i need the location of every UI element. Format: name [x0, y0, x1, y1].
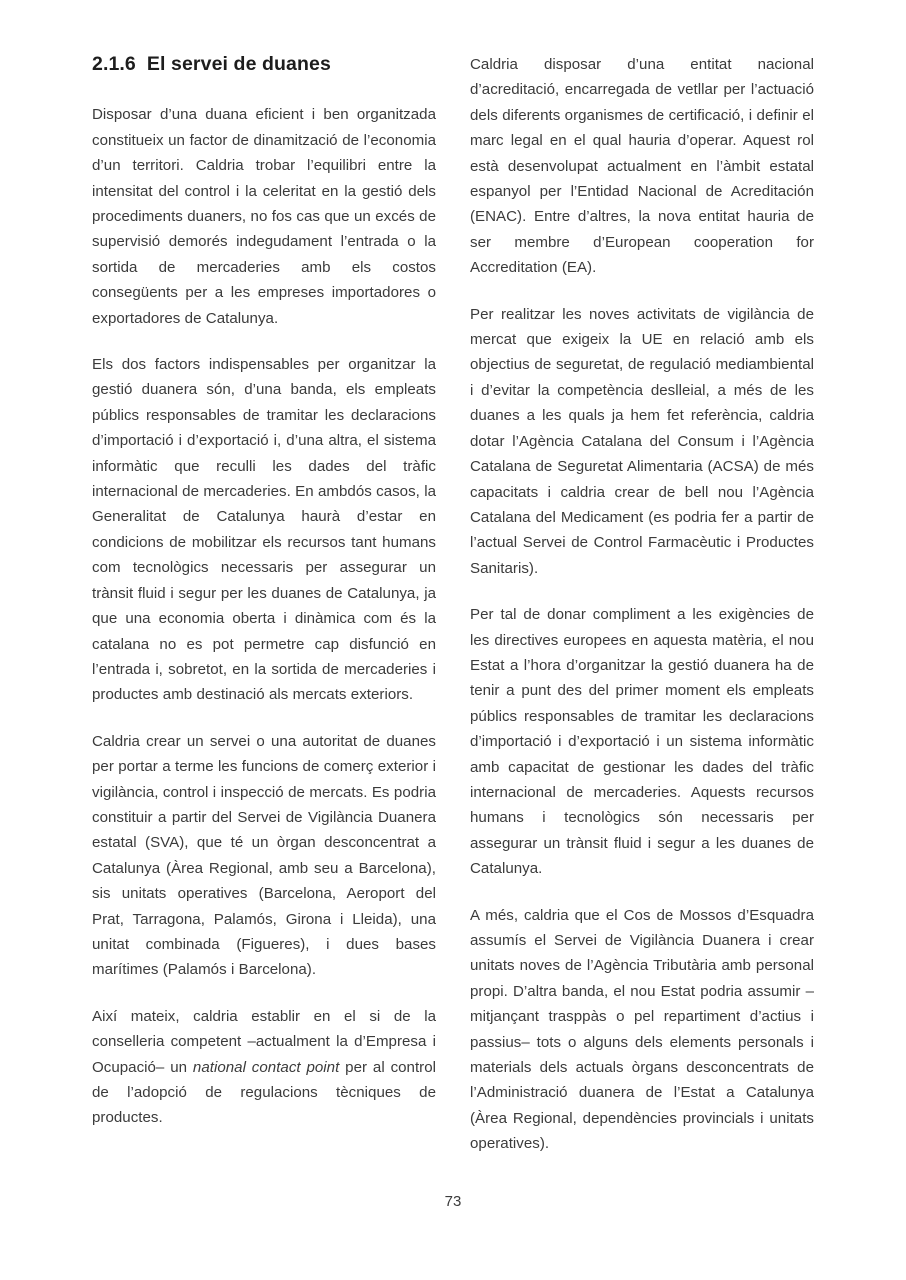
paragraph: Caldria disposar d’una entitat nacional d’acreditació, encarregada de vetllar per l’actuació dels diferents organismes de certificació, i definir el marc legal en el qual hauria d’operar. Aquest rol està desenvolupat actualment en l’àmbit estatal espanyol per l’Entidad Nacional de Acreditación (ENAC). Entre d’altres, la nova entitat hauria de ser membre d’European cooperation for Accreditation (EA).	[470, 56, 814, 277]
page-title: 2.1.6 El servei de duanes	[92, 53, 331, 75]
paragraph-text-after-term: per al control de l’adopció de regulacions tècniques de productes.	[92, 1058, 437, 1127]
paragraph-with-italic-term	[92, 1004, 436, 1131]
paragraph: A més, caldria que el Cos de Mossos d’Esquadra assumís el Servei de Vigilància Duanera i crear unitats noves de l’Agència Tributària amb personal propi. D’altra banda, el nou Estat podria assumir –mitjançant trasppàs o pel repartiment d’actius i passius– tots o alguns dels elements personals i materials dels actuals òrgans desconcentrats de l’Administració duanera de l’Estat a Catalunya (Àrea Regional, dependències provincials i unitats operatives).	[470, 906, 814, 1153]
italic-term: national contact point	[192, 1058, 340, 1076]
paragraph: Disposar d’una duana eficient i ben organitzada constitueix un factor de dinamització de l’economia d’un territori. Caldria trobar l’equilibri entre la intensitat del control i la celeritat en la gestió dels procediments duaners, no fos cas que un excés de supervisió demorés indegudament l’entrada o la sortida de mercaderies amb els costos consegüents per a les empreses importadores o exportadores de Catalunya.	[92, 106, 436, 327]
paragraph: Els dos factors indispensables per organitzar la gestió duanera són, d’una banda, els empleats públics responsables de tramitar les declaracions d’importació i d’exportació i, d’una altra, el sistema informàtic que reculli les dades del tràfic internacional de mercaderies. En ambdós casos, la Generalitat de Catalunya haurà d’estar en condicions de mobilitzar els recursos tant humans com tecnològics necessaris per assegurar un trànsit fluid i segur per les duanes de Catalunya, ja que una economia oberta i dinàmica com és la catalana no es pot permetre cap disfunció en l’entrada i, sobretot, en la sortida de mercaderies i productes amb destinació als mercats exteriors.	[92, 356, 436, 704]
right-column	[470, 52, 814, 1157]
paragraph: Per tal de donar compliment a les exigències de les directives europees en aquesta matèria, el nou Estat a l’hora d’organitzar la gestió duanera ha de tenir a punt des del primer moment els empleats públics responsables de tramitar les declaracions d’importació i d’exportació i un sistema informàtic amb capacitat de gestionar les dades del tràfic internacional de mercaderies. Aquests recursos humans i tecnològics són necessaris per assegurar un trànsit fluid i segur a les duanes de Catalunya.	[470, 606, 814, 878]
paragraph-text-before-term: Així mateix, caldria establir en el si de la conselleria competent –actualment la d’Empresa i Ocupació– un	[92, 1007, 436, 1076]
page-number: 73	[444, 1193, 462, 1210]
left-column	[92, 52, 436, 1131]
paragraph: Per realitzar les noves activitats de vigilància de mercat que exigeix la UE en relació amb els objectius de seguretat, de regulació mediambiental i d’evitar la competència deslleial, a més de les duanes a les quals ja hem fet referència, caldria dotar l’Agència Catalana del Consum i l’Agència Catalana de Seguretat Alimentaria (ACSA) de més capacitats i caldria crear de bell nou l’Agència Catalana del Medicament (es podria fer a partir de l’actual Servei de Control Farmacèutic i Productes Sanitaris).	[470, 305, 814, 577]
two-column-body	[92, 52, 814, 1153]
paragraph: Caldria crear un servei o una autoritat de duanes per portar a terme les funcions de comerç exterior i vigilància, control i inspecció de mercats. Es podria constituir a partir del Servei de Vigilància Duanera estatal (SVA), que té un òrgan desconcentrat a Catalunya (Àrea Regional, amb seu a Barcelona), sis unitats operatives (Barcelona, Aeroport del Prat, Tarragona, Palamós, Girona i Lleida), una unitat combinada (Figueres), i dues bases marítimes (Palamós i Barcelona).	[92, 732, 436, 979]
